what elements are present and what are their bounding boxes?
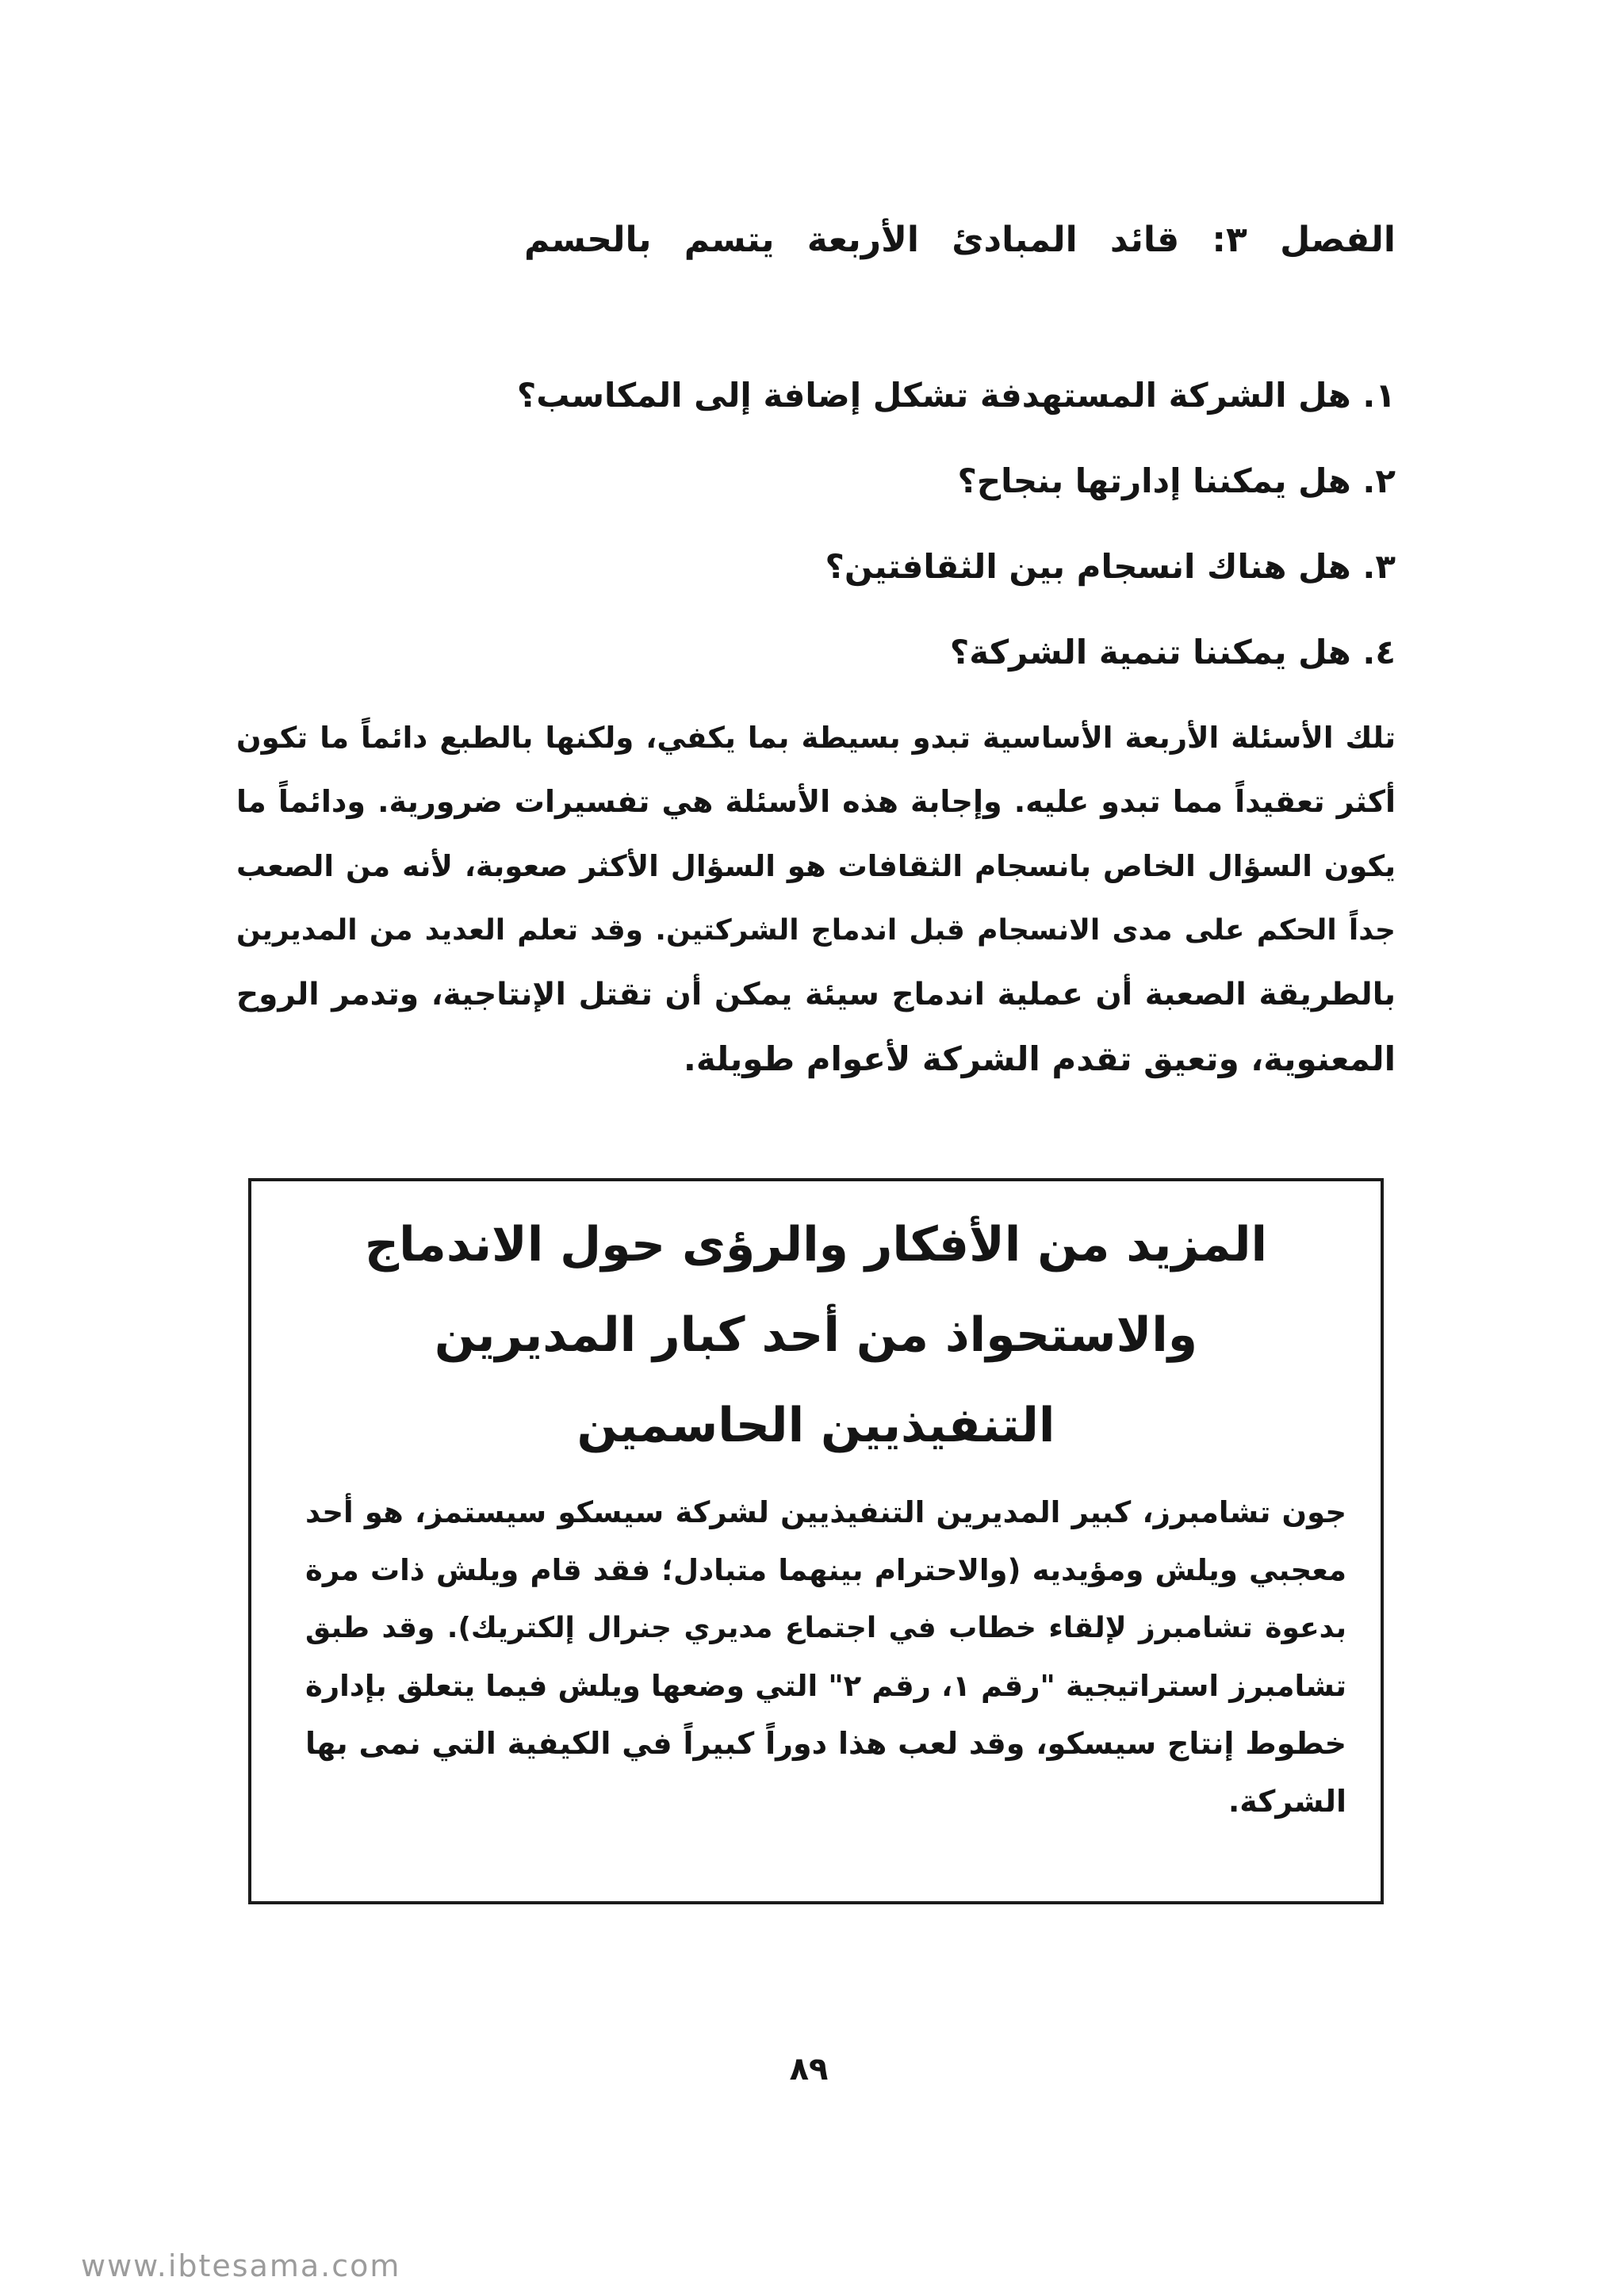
callout-body-line: جون تشامبرز، كبير المديرين التنفيذيين لشركة سيسكو سيستمز، هو أحد — [305, 1495, 1346, 1529]
callout-body-line: بدعوة تشامبرز لإلقاء خطاب في اجتماع مديري جنرال إلكتريك). وقد طبق — [305, 1612, 1346, 1644]
paragraph-line: جداً الحكم على مدى الانسجام قبل اندماج الشركتين. وقد تعلم العديد من المديرين — [236, 914, 1396, 947]
chapter-header: الفصل ٣: قائد المبادئ الأربعة يتسم بالحسم — [524, 220, 1396, 260]
body-paragraph — [236, 706, 1396, 1091]
page-number: ٨٩ — [789, 2051, 829, 2087]
callout-body-line: معجبي ويلش ومؤيديه (والاحترام بينهما متبادل؛ فقد قام ويلش ذات مرة — [305, 1553, 1346, 1587]
paragraph-line: أكثر تعقيداً مما تبدو عليه. وإجابة هذه الأسئلة هي تفسيرات ضرورية. ودائماً ما — [236, 784, 1396, 819]
callout-body-line: تشامبرز استراتيجية "رقم ١، رقم ٢" التي وضعها ويلش فيما يتعلق بإدارة — [305, 1669, 1346, 1703]
question-item: ٢. هل يمكننا إدارتها بنجاح؟ — [957, 461, 1396, 500]
callout-title-line: التنفيذيين الحاسمين — [576, 1398, 1055, 1453]
paragraph-line: يكون السؤال الخاص بانسجام الثقافات هو السؤال الأكثر صعوبة، لأنه من الصعب — [236, 849, 1396, 883]
paragraph-line: تلك الأسئلة الأربعة الأساسية تبدو بسيطة بما يكفي، ولكنها بالطبع دائماً ما تكون — [236, 721, 1396, 755]
paragraph-line: بالطريقة الصعبة أن عملية اندماج سيئة يمكن أن تقتل الإنتاجية، وتدمر الروح — [236, 977, 1396, 1012]
callout-title-line: المزيد من الأفكار والرؤى حول الاندماج — [364, 1217, 1268, 1272]
paragraph-line: المعنوية، وتعيق تقدم الشركة لأعوام طويلة. — [683, 1039, 1396, 1078]
question-item: ٤. هل يمكننا تنمية الشركة؟ — [949, 633, 1396, 672]
callout-box — [248, 1178, 1384, 1904]
questions-list — [236, 353, 1396, 695]
watermark: www.ibtesama.com — [81, 2248, 401, 2283]
callout-title — [251, 1200, 1381, 1471]
question-item: ٣. هل هناك انسجام بين الثقافتين؟ — [825, 547, 1396, 586]
callout-title-line: والاستحواذ من أحد كبار المديرين — [434, 1307, 1198, 1363]
callout-body-line: خطوط إنتاج سيسكو، وقد لعب هذا دوراً كبيراً في الكيفية التي نمى بها — [305, 1726, 1346, 1761]
callout-body-line: الشركة. — [1228, 1784, 1346, 1819]
callout-body — [305, 1483, 1346, 1831]
question-item: ١. هل الشركة المستهدفة تشكل إضافة إلى المكاسب؟ — [516, 376, 1396, 415]
